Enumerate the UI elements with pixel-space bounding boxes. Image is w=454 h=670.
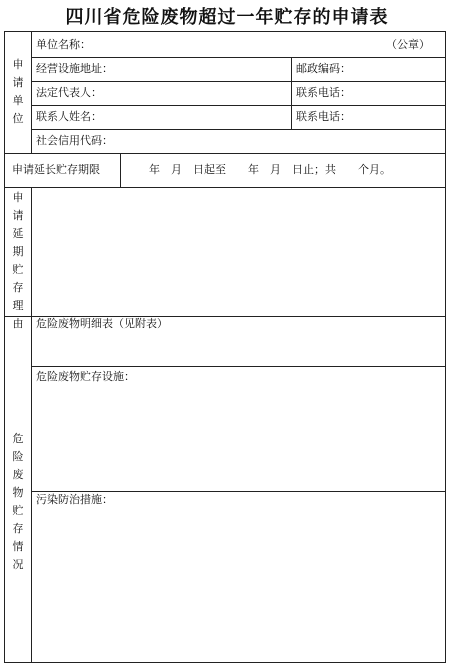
col-divider	[31, 32, 32, 153]
storage-side-label: 危险废物贮存情况	[12, 432, 24, 571]
application-form-table	[4, 31, 446, 663]
row-divider	[32, 81, 445, 82]
row-divider	[5, 187, 445, 188]
storage-period-label: 申请延长贮存期限	[12, 163, 100, 176]
phone-label-2: 联系电话：	[296, 110, 351, 123]
row-divider	[32, 129, 445, 130]
col-divider	[291, 57, 292, 129]
phone-label-1: 联系电话：	[296, 86, 351, 99]
applicant-side-label: 申请单位	[12, 58, 24, 125]
seal-note: （公章）	[386, 38, 430, 51]
pollution-measures-label: 污染防治措施：	[36, 493, 113, 506]
legal-rep-label: 法定代表人：	[36, 86, 102, 99]
col-divider	[31, 187, 32, 662]
reason-side-label: 申请延期贮存理由	[12, 191, 24, 330]
credit-code-label: 社会信用代码：	[36, 134, 113, 147]
row-divider	[32, 105, 445, 106]
row-divider	[32, 491, 445, 492]
row-divider	[32, 366, 445, 367]
unit-name-label: 单位名称：	[36, 38, 91, 51]
address-label: 经营设施地址：	[36, 62, 113, 75]
postcode-label: 邮政编码：	[296, 62, 351, 75]
row-divider	[5, 153, 445, 154]
waste-detail-label: 危险废物明细表（见附表）	[36, 317, 168, 330]
storage-period-value: 年 月 日起至 年 月 日止；共 个月。	[149, 163, 391, 176]
form-title: 四川省危险废物超过一年贮存的申请表	[65, 7, 389, 28]
contact-name-label: 联系人姓名：	[36, 110, 102, 123]
row-divider	[32, 57, 445, 58]
storage-facility-label: 危险废物贮存设施：	[36, 370, 135, 383]
col-divider	[120, 153, 121, 187]
